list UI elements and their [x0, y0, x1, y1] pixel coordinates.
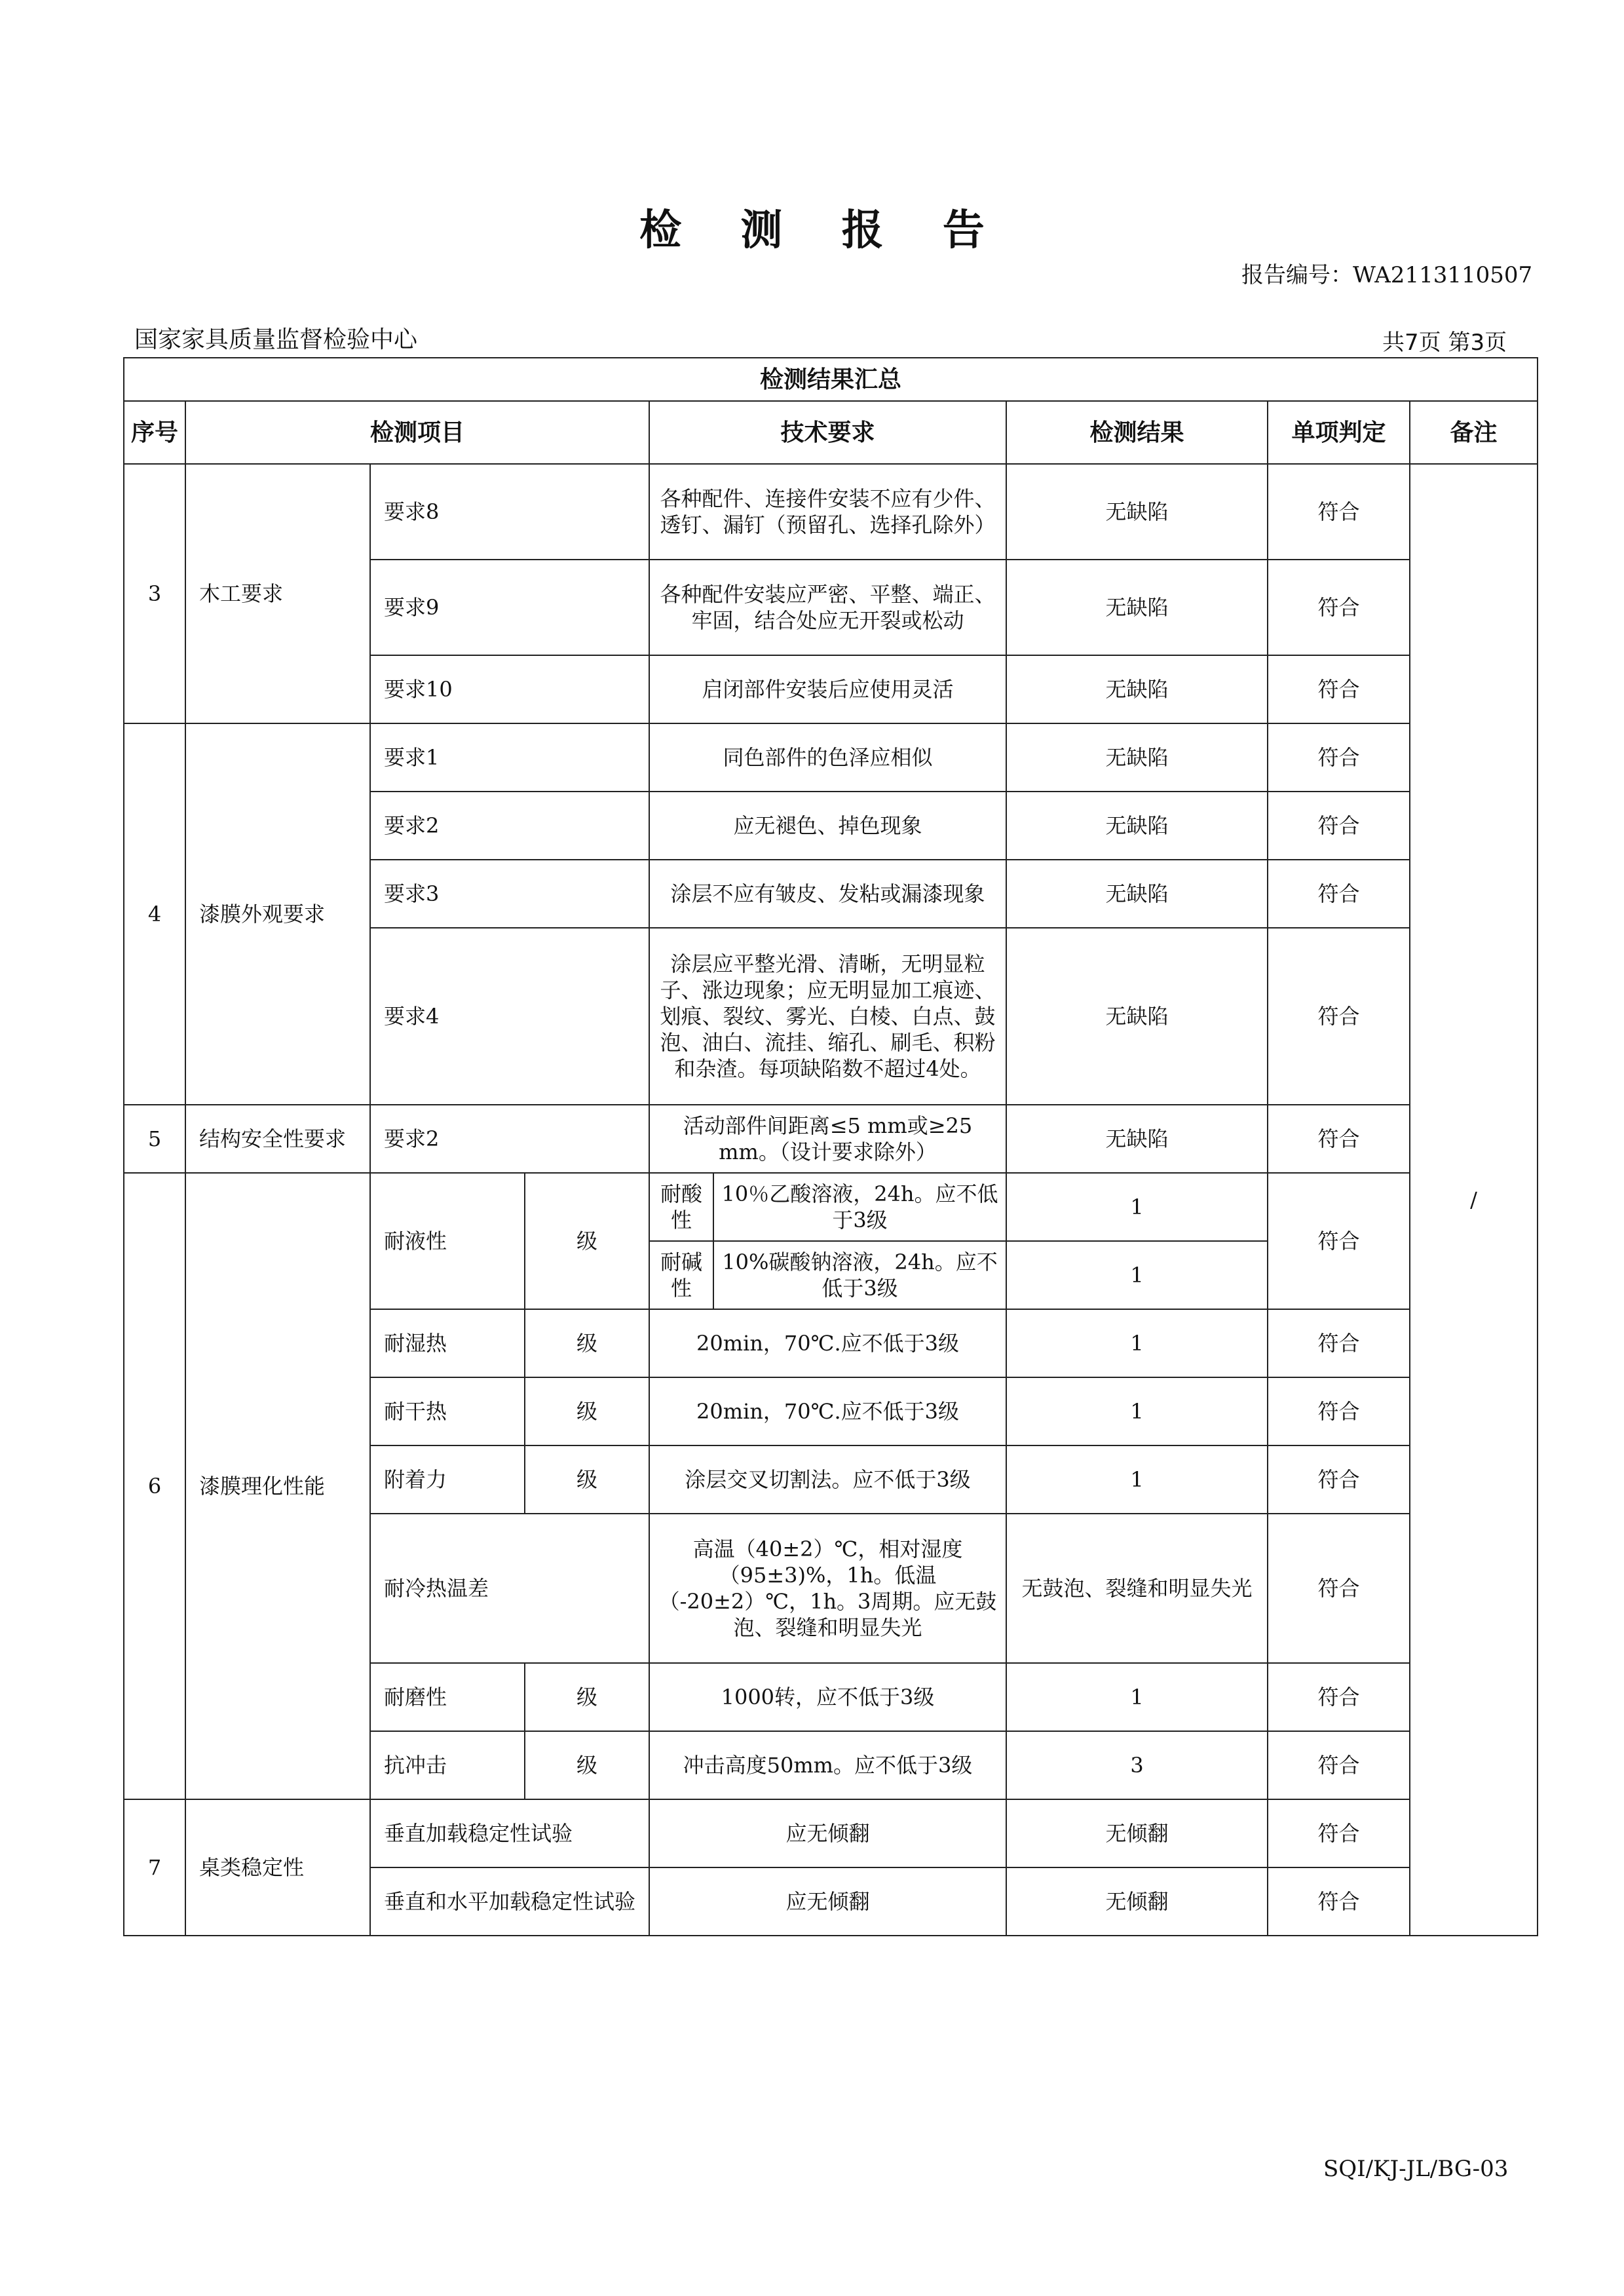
sub-item-cell: 要求10	[370, 655, 649, 723]
sub-item-cell: 要求2	[370, 1105, 649, 1173]
result-cell: 无缺陷	[1006, 1105, 1268, 1173]
result-cell: 无倾翻	[1006, 1867, 1268, 1936]
requirement-cell: 涂层交叉切割法。应不低于3级	[649, 1445, 1006, 1514]
remark-cell: /	[1410, 464, 1538, 1936]
sub-item-cell: 耐磨性	[370, 1663, 525, 1731]
seq-cell: 7	[124, 1799, 185, 1936]
sub-item-cell: 要求9	[370, 560, 649, 655]
sub-item-cell: 抗冲击	[370, 1731, 525, 1799]
table-title-row	[124, 358, 1538, 401]
header-verdict: 单项判定	[1268, 401, 1410, 464]
unit-cell: 级	[525, 1445, 649, 1514]
result-cell: 1	[1006, 1377, 1268, 1445]
item-cell: 木工要求	[185, 464, 370, 723]
results-table	[123, 357, 1538, 1936]
requirement-cell: 高温（40±2）℃，相对湿度（95±3)%，1h。低温（-20±2）℃，1h。3周期。应无鼓泡、裂缝和明显失光	[649, 1514, 1006, 1663]
unit-cell: 级	[525, 1663, 649, 1731]
verdict-cell: 符合	[1268, 928, 1410, 1105]
item-cell: 漆膜理化性能	[185, 1173, 370, 1799]
unit-cell: 级	[525, 1731, 649, 1799]
table-row	[124, 1799, 1538, 1867]
verdict-cell: 符合	[1268, 1867, 1410, 1936]
verdict-cell: 符合	[1268, 1731, 1410, 1799]
table-title: 检测结果汇总	[124, 358, 1538, 401]
result-cell: 无倾翻	[1006, 1799, 1268, 1867]
requirement-cell: 1000转，应不低于3级	[649, 1663, 1006, 1731]
header-remark: 备注	[1410, 401, 1538, 464]
header-row	[124, 401, 1538, 464]
requirement-cell: 应无倾翻	[649, 1867, 1006, 1936]
requirement-cell: 同色部件的色泽应相似	[649, 723, 1006, 792]
requirement-cell: 20min，70℃.应不低于3级	[649, 1309, 1006, 1377]
seq-cell: 3	[124, 464, 185, 723]
requirement-cell: 涂层应平整光滑、清晰，无明显粒子、涨边现象；应无明显加工痕迹、划痕、裂纹、雾光、白棱、白点、鼓泡、油白、流挂、缩孔、刷毛、积粉和杂渣。每项缺陷数不超过4处。	[649, 928, 1006, 1105]
requirement-cell: 涂层不应有皱皮、发粘或漏漆现象	[649, 860, 1006, 928]
verdict-cell: 符合	[1268, 1514, 1410, 1663]
verdict-cell: 符合	[1268, 1799, 1410, 1867]
verdict-cell: 符合	[1268, 1377, 1410, 1445]
result-cell: 1	[1006, 1241, 1268, 1309]
header-result: 检测结果	[1006, 401, 1268, 464]
verdict-cell: 符合	[1268, 723, 1410, 792]
page-info: 共7页 第3页	[1382, 330, 1507, 356]
item-cell: 结构安全性要求	[185, 1105, 370, 1173]
form-code: SQI/KJ-JL/BG-03	[1323, 2156, 1509, 2182]
result-cell: 无缺陷	[1006, 655, 1268, 723]
item-cell: 漆膜外观要求	[185, 723, 370, 1105]
table-row	[124, 1173, 1538, 1241]
sub-item-cell: 耐湿热	[370, 1309, 525, 1377]
sub-test-cell: 耐酸性	[649, 1173, 713, 1241]
result-cell: 无缺陷	[1006, 464, 1268, 560]
result-cell: 1	[1006, 1445, 1268, 1514]
seq-cell: 5	[124, 1105, 185, 1173]
result-cell: 1	[1006, 1173, 1268, 1241]
sub-item-cell: 耐冷热温差	[370, 1514, 649, 1663]
sub-item-cell: 耐液性	[370, 1173, 525, 1309]
result-cell: 1	[1006, 1309, 1268, 1377]
item-cell: 桌类稳定性	[185, 1799, 370, 1936]
result-cell: 3	[1006, 1731, 1268, 1799]
unit-cell: 级	[525, 1173, 649, 1309]
sub-item-cell: 要求3	[370, 860, 649, 928]
requirement-cell: 应无褪色、掉色现象	[649, 792, 1006, 860]
table-row	[124, 1105, 1538, 1173]
sub-item-cell: 要求1	[370, 723, 649, 792]
sub-item-cell: 要求8	[370, 464, 649, 560]
verdict-cell: 符合	[1268, 655, 1410, 723]
result-cell: 无缺陷	[1006, 792, 1268, 860]
verdict-cell: 符合	[1268, 1663, 1410, 1731]
verdict-cell: 符合	[1268, 1105, 1410, 1173]
report-number: 报告编号：WA2113110507	[1241, 262, 1533, 288]
requirement-cell: 活动部件间距离≤5 mm或≥25 mm。（设计要求除外）	[649, 1105, 1006, 1173]
result-cell: 1	[1006, 1663, 1268, 1731]
sub-item-cell: 附着力	[370, 1445, 525, 1514]
sub-item-cell: 要求4	[370, 928, 649, 1105]
header-item: 检测项目	[185, 401, 649, 464]
sub-item-cell: 要求2	[370, 792, 649, 860]
requirement-cell: 冲击高度50mm。应不低于3级	[649, 1731, 1006, 1799]
requirement-cell: 20min，70℃.应不低于3级	[649, 1377, 1006, 1445]
table-row	[124, 723, 1538, 792]
requirement-cell: 应无倾翻	[649, 1799, 1006, 1867]
verdict-cell: 符合	[1268, 560, 1410, 655]
verdict-cell: 符合	[1268, 464, 1410, 560]
requirement-cell: 各种配件安装应严密、平整、端正、牢固，结合处应无开裂或松动	[649, 560, 1006, 655]
result-cell: 无缺陷	[1006, 560, 1268, 655]
unit-cell: 级	[525, 1309, 649, 1377]
header-requirement: 技术要求	[649, 401, 1006, 464]
verdict-cell: 符合	[1268, 1173, 1410, 1309]
result-cell: 无缺陷	[1006, 928, 1268, 1105]
table-row	[124, 464, 1538, 560]
sub-item-cell: 耐干热	[370, 1377, 525, 1445]
verdict-cell: 符合	[1268, 1445, 1410, 1514]
sub-test-cell: 耐碱性	[649, 1241, 713, 1309]
organization-name: 国家家具质量监督检验中心	[134, 326, 418, 353]
seq-cell: 6	[124, 1173, 185, 1799]
requirement-cell: 各种配件、连接件安装不应有少件、透钉、漏钉（预留孔、选择孔除外）	[649, 464, 1006, 560]
result-cell: 无缺陷	[1006, 860, 1268, 928]
header-seq: 序号	[124, 401, 185, 464]
requirement-cell: 10％乙酸溶液，24h。应不低于3级	[713, 1173, 1006, 1241]
requirement-cell: 启闭部件安装后应使用灵活	[649, 655, 1006, 723]
unit-cell: 级	[525, 1377, 649, 1445]
requirement-cell: 10%碳酸钠溶液，24h。应不低于3级	[713, 1241, 1006, 1309]
verdict-cell: 符合	[1268, 792, 1410, 860]
result-cell: 无鼓泡、裂缝和明显失光	[1006, 1514, 1268, 1663]
seq-cell: 4	[124, 723, 185, 1105]
sub-item-cell: 垂直和水平加载稳定性试验	[370, 1867, 649, 1936]
verdict-cell: 符合	[1268, 1309, 1410, 1377]
sub-item-cell: 垂直加载稳定性试验	[370, 1799, 649, 1867]
document-title: 检 测 报 告	[639, 206, 1007, 255]
result-cell: 无缺陷	[1006, 723, 1268, 792]
verdict-cell: 符合	[1268, 860, 1410, 928]
